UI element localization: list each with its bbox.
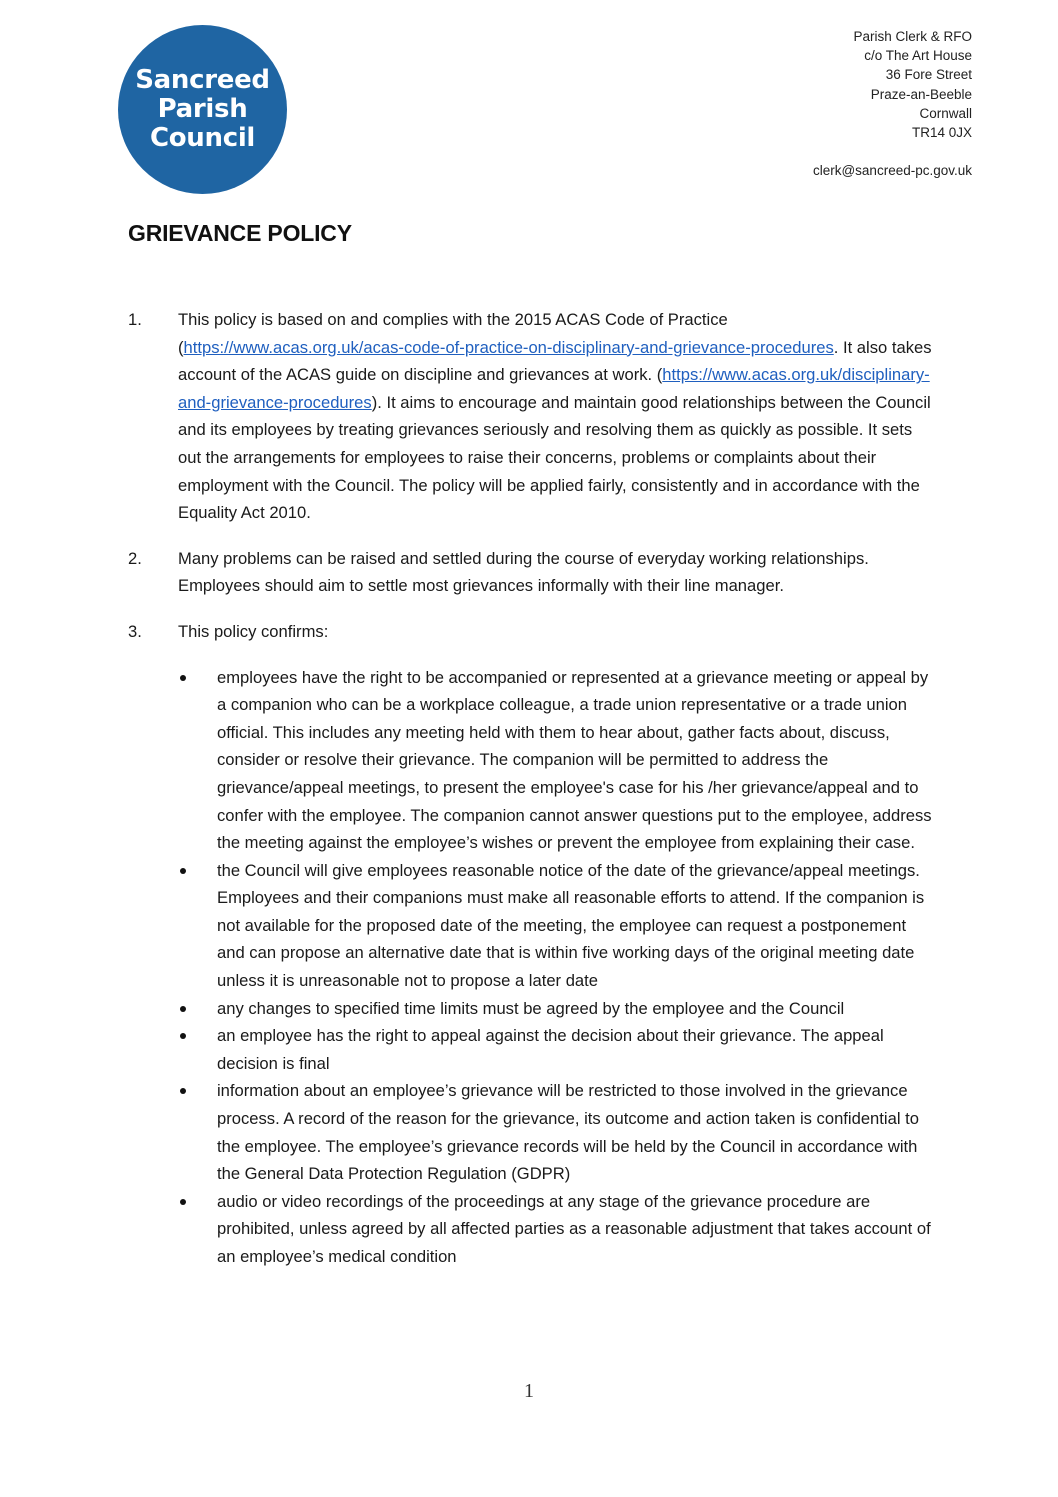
- acas-guide-link[interactable]: https://www.acas.org.uk/disciplinary-and-grievance-procedures: [178, 365, 930, 412]
- paragraph-text: This policy confirms:: [178, 621, 329, 641]
- paragraph-text: This policy is based on and complies with the 2015 ACAS Code of Practice (: [178, 310, 728, 357]
- policy-confirmations-list: [128, 664, 933, 1271]
- logo-line-1: Sancreed: [135, 65, 270, 95]
- paragraph-3: [128, 618, 933, 646]
- paragraph-text: Many problems can be raised and settled during the course of everyday working relationships. Employees should aim to settle most grievances informally with their line manager.: [178, 548, 869, 596]
- paragraph-number: 2.: [128, 548, 142, 568]
- logo-line-3: Council: [149, 123, 256, 153]
- page-title: GRIEVANCE POLICY: [128, 220, 352, 246]
- address-line: 36 Fore Street: [885, 67, 972, 83]
- address-block: [813, 27, 972, 180]
- paragraph-1: [128, 306, 933, 527]
- address-line: Parish Clerk & RFO: [853, 29, 972, 44]
- address-line: Praze-an-Beeble: [870, 86, 972, 102]
- policy-body: [128, 306, 933, 1271]
- address-line: Cornwall: [919, 105, 972, 121]
- paragraph-2: [128, 545, 933, 600]
- paragraph-number: 1.: [128, 310, 142, 329]
- address-line: TR14 0JX: [911, 125, 972, 141]
- page-number: 1: [524, 1380, 534, 1402]
- list-item: an employee has the right to appeal against the decision about their grievance. The appeal decision is final: [217, 1022, 933, 1077]
- list-item: any changes to specified time limits must be agreed by the employee and the Council: [217, 995, 933, 1023]
- list-item: the Council will give employees reasonable notice of the date of the grievance/appeal meetings. Employees and their companions must make all reasonable efforts to attend. If the companion is not available for the proposed date of the meeting, the employee can request a postponement and can propose an alternative date that is within five working days of the original meeting date unless it is unreasonable not to propose a later date: [217, 857, 933, 995]
- list-item: employees have the right to be accompanied or represented at a grievance meeting or appeal by a companion who can be a workplace colleague, a trade union representative or a trade union official. This includes any meeting held with them to hear about, gather facts about, discuss, consider or resolve their grievance. The companion will be permitted to address the grievance/appeal meetings, to present the employee's case for his /her grievance/appeal and to confer with the employee. The companion cannot answer questions put to the employee, address the meeting against the employee’s wishes or prevent the employee from explaining their case.: [217, 664, 933, 857]
- list-item: information about an employee’s grievance will be restricted to those involved in the grievance process. A record of the reason for the grievance, its outcome and action taken is confidential to the employee. The employee’s grievance records will be held by the Council in accordance with the General Data Protection Regulation (GDPR): [217, 1077, 933, 1187]
- paragraph-number: 3.: [128, 621, 142, 641]
- logo-line-2: Parish: [157, 94, 248, 124]
- paragraph-text: . It also takes account of the ACAS guide on discipline and grievances at work. (: [178, 337, 932, 385]
- clerk-email: clerk@sancreed-pc.gov.uk: [812, 163, 972, 179]
- list-item: audio or video recordings of the proceedings at any stage of the grievance procedure are prohibited, unless agreed by all affected parties as a reasonable adjustment that takes account of an employee’s medical condition: [217, 1188, 933, 1271]
- paragraph-text: ). It aims to encourage and maintain good relationships between the Council and its employees by treating grievances seriously and resolving them as quickly as possible. It sets out the arrangements for employees to raise their concerns, problems or complaints about their employment with the Council. The policy will be applied fairly, consistently and in accordance with the Equality Act 2010.: [178, 392, 931, 523]
- address-line: c/o The Art House: [864, 48, 972, 64]
- acas-code-link[interactable]: https://www.acas.org.uk/acas-code-of-practice-on-disciplinary-and-grievance-procedures: [183, 337, 834, 357]
- council-logo: [118, 25, 287, 194]
